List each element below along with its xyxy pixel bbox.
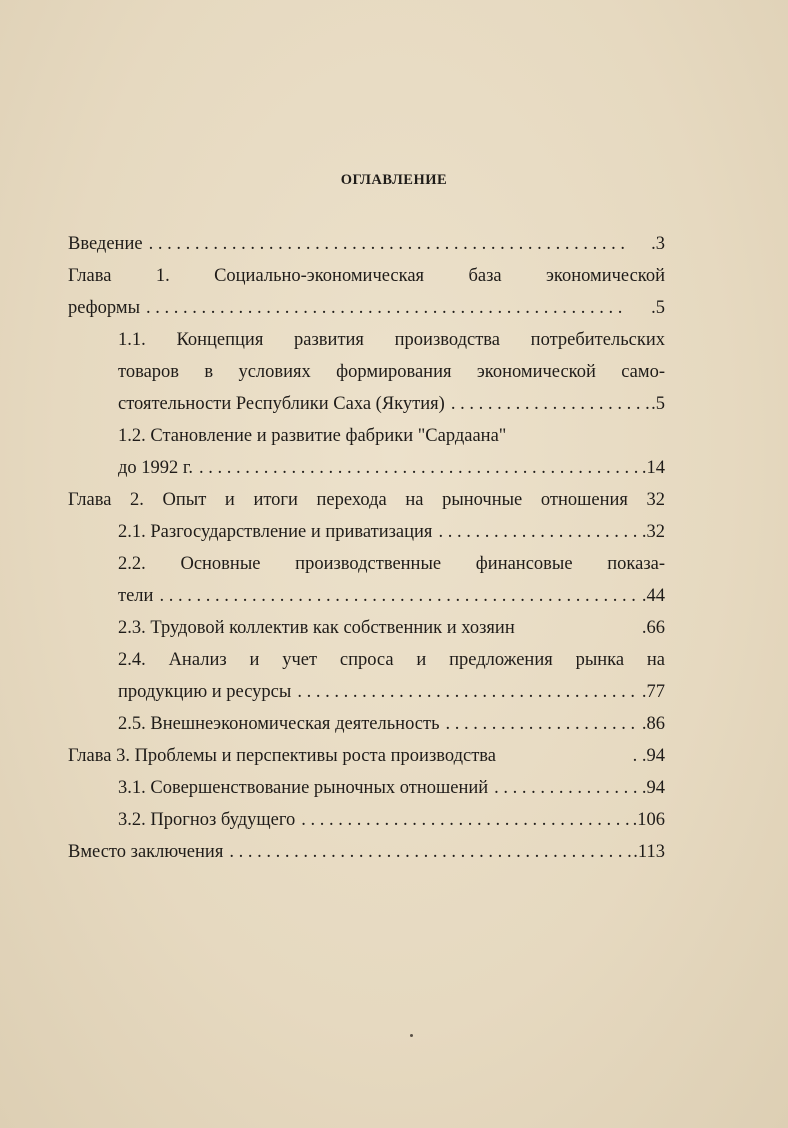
entry-page: .113 xyxy=(633,842,665,862)
entry-title: реформы xyxy=(68,298,141,318)
entry-title: продукцию и ресурсы xyxy=(118,682,292,702)
dot-leader xyxy=(223,840,631,864)
dot-leader xyxy=(488,776,640,800)
entry-page: .86 xyxy=(641,714,665,734)
toc-entry-conclusion xyxy=(68,840,665,864)
entry-page: .3 xyxy=(651,234,665,254)
toc-entry-1-1: 1.1. Концепция развития производства потребительских xyxy=(118,330,665,350)
entry-page: .77 xyxy=(641,682,665,702)
entry-title: Вместо заключения xyxy=(68,842,224,862)
entry-title: 2.5. Внешнеэкономическая деятельность xyxy=(118,714,440,734)
entry-page: .14 xyxy=(641,458,665,478)
toc-entry-1-1-end xyxy=(118,392,665,416)
entry-title: Глава 3. Проблемы и перспективы роста производства xyxy=(68,746,496,766)
entry-title: Введение xyxy=(68,234,143,254)
toc-entry-2-2-cont xyxy=(118,584,665,608)
paper-speck xyxy=(410,1034,413,1037)
toc-entry-2-5 xyxy=(118,712,665,736)
toc-entry-chapter-1-cont xyxy=(68,296,665,320)
dot-leader xyxy=(432,520,639,544)
entry-page: .32 xyxy=(641,522,665,542)
entry-title: 2.1. Разгосударствление и приватизация xyxy=(118,522,433,542)
page-title: ОГЛАВЛЕНИЕ xyxy=(340,172,448,188)
entry-title: 3.1. Совершенствование рыночных отношений xyxy=(118,778,489,798)
entry-page: .94 xyxy=(641,778,665,798)
toc-entry-1-2-cont xyxy=(118,456,665,480)
toc-entry-1-2: 1.2. Становление и развитие фабрики "Сардаана" xyxy=(118,426,507,446)
entry-title: стоятельности Республики Саха (Якутия) xyxy=(118,394,445,414)
dot-leader xyxy=(193,456,640,480)
entry-title: тели xyxy=(118,586,154,606)
dot-leader xyxy=(445,392,649,416)
toc-entry-2-1 xyxy=(118,520,665,544)
toc-entry-2-2: 2.2. Основные производственные финансовые показа- xyxy=(118,554,665,574)
entry-page: .44 xyxy=(641,586,665,606)
entry-page: . .94 xyxy=(632,746,665,766)
toc-entry-chapter-1: Глава 1. Социально-экономическая база экономической xyxy=(68,266,665,286)
dot-leader xyxy=(143,232,650,256)
entry-title: 3.2. Прогноз будущего xyxy=(118,810,296,830)
toc-entry-chapter-2: Глава 2. Опыт и итоги перехода на рыночные отношения 32 xyxy=(68,490,665,510)
dot-leader xyxy=(291,680,640,704)
entry-page: .106 xyxy=(632,810,665,830)
toc-entry-2-4-cont xyxy=(118,680,665,704)
toc-entry-2-4: 2.4. Анализ и учет спроса и предложения рынка на xyxy=(118,650,665,670)
toc-entry-3-2 xyxy=(118,808,665,832)
toc-entry-2-3 xyxy=(118,616,665,640)
dot-leader xyxy=(440,712,640,736)
entry-page: .66 xyxy=(641,618,665,638)
dot-leader xyxy=(295,808,630,832)
toc-entry-chapter-3 xyxy=(68,744,665,768)
dot-leader xyxy=(153,584,639,608)
entry-page: .5 xyxy=(651,298,665,318)
entry-title: 2.3. Трудовой коллектив как собственник и хозяин xyxy=(118,618,515,638)
entry-page: .5 xyxy=(651,394,665,414)
entry-title: до 1992 г. xyxy=(118,458,194,478)
dot-leader xyxy=(140,296,649,320)
toc-entry-1-1-cont: товаров в условиях формирования экономической само- xyxy=(118,362,665,382)
toc-entry-3-1 xyxy=(118,776,665,800)
toc-entry-introduction xyxy=(68,232,665,256)
